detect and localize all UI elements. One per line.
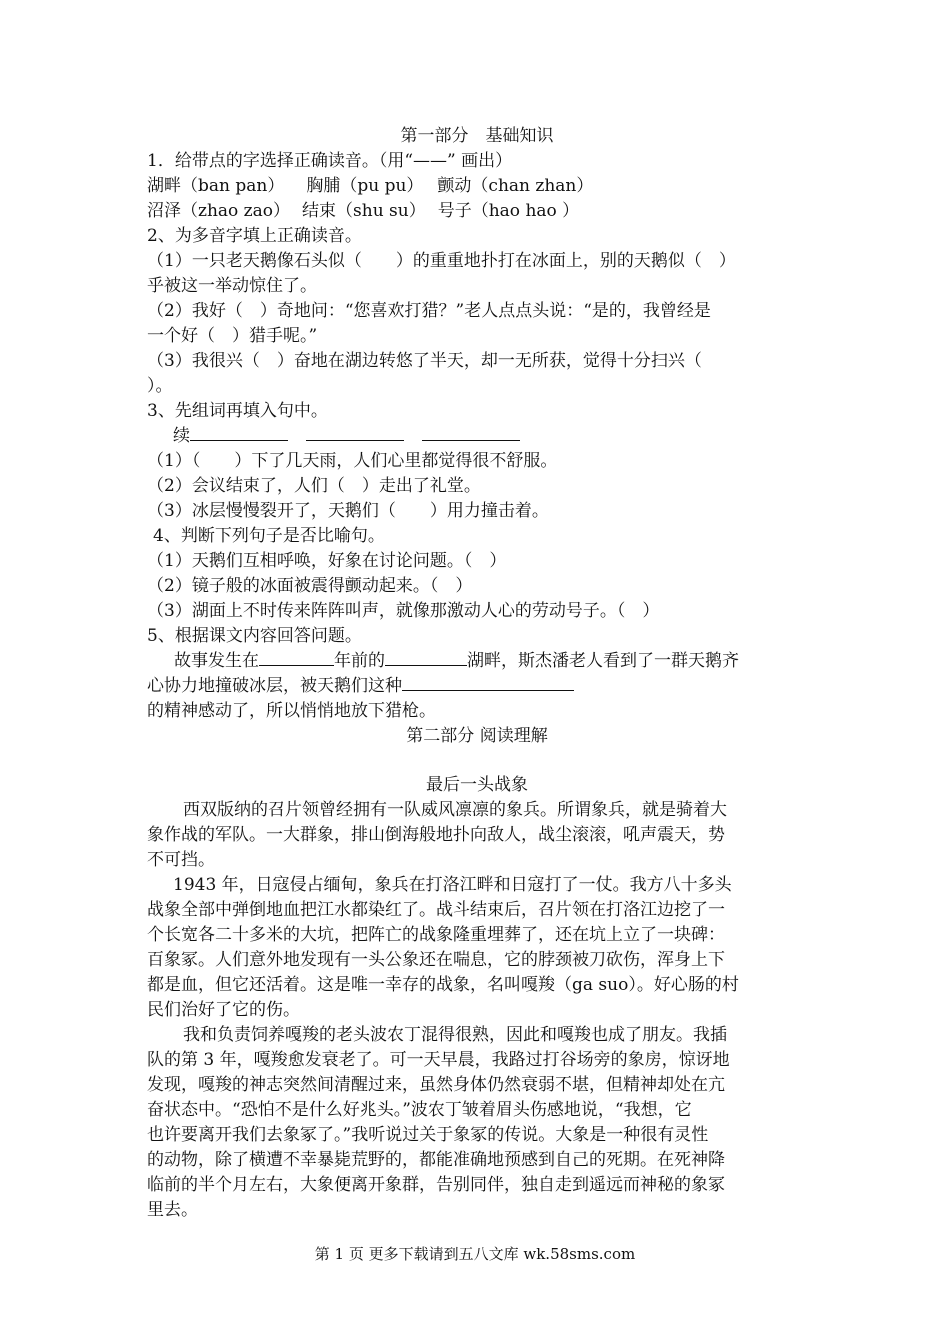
q2-line: （2）我好（ ）奇地问：“您喜欢打猎？”老人点点头说：“是的，我曾经是 xyxy=(147,301,711,321)
q3-word-blanks xyxy=(147,424,807,449)
q3-char: 续 xyxy=(173,426,190,446)
q5-text: 年前的 xyxy=(334,651,385,671)
q1-heading: 1．给带点的字选择正确读音。（用“——” 画出） xyxy=(147,151,513,171)
q5-blank-spirit[interactable] xyxy=(402,674,574,691)
paragraph-line: 1943 年，日寇侵占缅甸，象兵在打洛江畔和日寇打了一仗。我方八十多头 xyxy=(173,875,732,895)
article-title: 最后一头战象 xyxy=(426,775,528,795)
paragraph-line: 不可挡。 xyxy=(147,850,215,870)
paragraph-line: 百象冢。人们意外地发现有一头公象还在喘息，它的脖颈被刀砍伤，浑身上下 xyxy=(147,950,725,970)
document-content xyxy=(147,124,807,1223)
q5-blank-years[interactable] xyxy=(259,649,334,666)
paragraph-line: 里去。 xyxy=(147,1200,198,1220)
article-paragraph xyxy=(147,1023,807,1223)
q1-item-jieshu: 结束（shu su） xyxy=(302,201,426,221)
q4-line: （1）天鹅们互相呼唤，好象在讨论问题。（ ） xyxy=(147,551,507,571)
q5-sentence-line1 xyxy=(147,649,807,674)
q4-line: （2）镜子般的冰面被震得颤动起来。（ ） xyxy=(147,576,473,596)
q4-line: （3）湖面上不时传来阵阵叫声，就像那激动人心的劳动号子。（ ） xyxy=(147,601,660,621)
paragraph-line: 队的第 3 年，嘎羧愈发衰老了。可一天早晨，我路过打谷场旁的象房，惊讶地 xyxy=(147,1050,730,1070)
paragraph-line: 民们治好了它的伤。 xyxy=(147,1000,300,1020)
paragraph-line: 也许要离开我们去象冢了。”我听说过关于象冢的传说。大象是一种很有灵性 xyxy=(147,1125,709,1145)
paragraph-line: 临前的半个月左右，大象便离开象群，告别同伴，独自走到遥远而神秘的象冢 xyxy=(147,1175,725,1195)
q5-sentence-line2 xyxy=(147,674,807,699)
q2-line: （1）一只老天鹅像石头似（ ）的重重地扑打在冰面上，别的天鹅似（ ） xyxy=(147,251,736,271)
q3-line: （3）冰层慢慢裂开了，天鹅们（ ）用力撞击着。 xyxy=(147,501,549,521)
q2-line: （3）我很兴（ ）奋地在湖边转悠了半天，却一无所获，觉得十分扫兴（ xyxy=(147,351,702,371)
page-footer: 第 1 页 更多下载请到五八文库 wk.58sms.com xyxy=(314,1245,636,1263)
q2-line: 乎被这一举动惊住了。 xyxy=(147,276,317,296)
part2-title: 第二部分 阅读理解 xyxy=(406,726,548,746)
q1-item-xiongpu: 胸脯（pu pu） xyxy=(306,176,424,196)
paragraph-line: 个长宽各二十多米的大坑，把阵亡的战象隆重埋葬了，还在坑上立了一块碑： xyxy=(147,925,725,945)
paragraph-line: 奋状态中。“恐怕不是什么好兆头。”波农丁皱着眉头伤感地说，“我想，它 xyxy=(147,1100,692,1120)
q2-heading: 2、为多音字填上正确读音。 xyxy=(147,226,362,246)
q3-blank-3[interactable] xyxy=(422,424,520,441)
paragraph-line: 战象全部中弹倒地血把江水都染红了。战斗结束后，召片领在打洛江边挖了一 xyxy=(147,900,725,920)
q5-sentence-line3: 的精神感动了，所以悄悄地放下猎枪。 xyxy=(147,701,436,721)
q3-blank-2[interactable] xyxy=(306,424,404,441)
q1-item-haozi: 号子（hao hao ） xyxy=(437,201,580,221)
q5-heading: 5、根据课文内容回答问题。 xyxy=(147,626,362,646)
q5-text: 湖畔，斯杰潘老人看到了一群天鹅齐 xyxy=(467,651,739,671)
q5-text: 心协力地撞破冰层，被天鹅们这种 xyxy=(147,676,402,696)
q4-heading: 4、判断下列句子是否比喻句。 xyxy=(153,526,385,546)
paragraph-line: 我和负责饲养嘎羧的老头波农丁混得很熟，因此和嘎羧也成了朋友。我插 xyxy=(183,1025,727,1045)
q1-item-chandong: 颤动（chan zhan） xyxy=(437,176,594,196)
q3-line: （1）（ ）下了几天雨，人们心里都觉得很不舒服。 xyxy=(147,451,558,471)
paragraph-line: 发现，嘎羧的神志突然间清醒过来，虽然身体仍然衰弱不堪，但精神却处在亢 xyxy=(147,1075,725,1095)
paragraph-line: 象作战的军队。一大群象，排山倒海般地扑向敌人，战尘滚滚，吼声震天，势 xyxy=(147,825,725,845)
q1-item-hupan: 湖畔（ban pan） xyxy=(147,176,285,196)
q2-line: 一个好（ ）猎手呢。” xyxy=(147,326,318,346)
q2-line: ）。 xyxy=(147,376,173,396)
article-paragraph xyxy=(147,798,807,873)
paragraph-line: 都是血，但它还活着。这是唯一幸存的战象，名叫嘎羧（ga suo）。好心肠的村 xyxy=(147,975,739,995)
q1-row1 xyxy=(147,174,807,199)
q5-text: 故事发生在 xyxy=(174,651,259,671)
q3-line: （2）会议结束了，人们（ ）走出了礼堂。 xyxy=(147,476,481,496)
q1-item-zhaoze: 沼泽（zhao zao） xyxy=(147,201,291,221)
q3-heading: 3、先组词再填入句中。 xyxy=(147,401,328,421)
q3-blank-1[interactable] xyxy=(190,424,288,441)
paragraph-line: 的动物，除了横遭不幸暴毙荒野的，都能准确地预感到自己的死期。在死神降 xyxy=(147,1150,725,1170)
q1-row2 xyxy=(147,199,807,224)
q5-blank-lake[interactable] xyxy=(385,649,467,666)
article-paragraph xyxy=(147,873,807,1023)
part1-title: 第一部分 基础知识 xyxy=(400,126,554,146)
paragraph-line: 西双版纳的召片领曾经拥有一队威风凛凛的象兵。所谓象兵，就是骑着大 xyxy=(183,800,727,820)
